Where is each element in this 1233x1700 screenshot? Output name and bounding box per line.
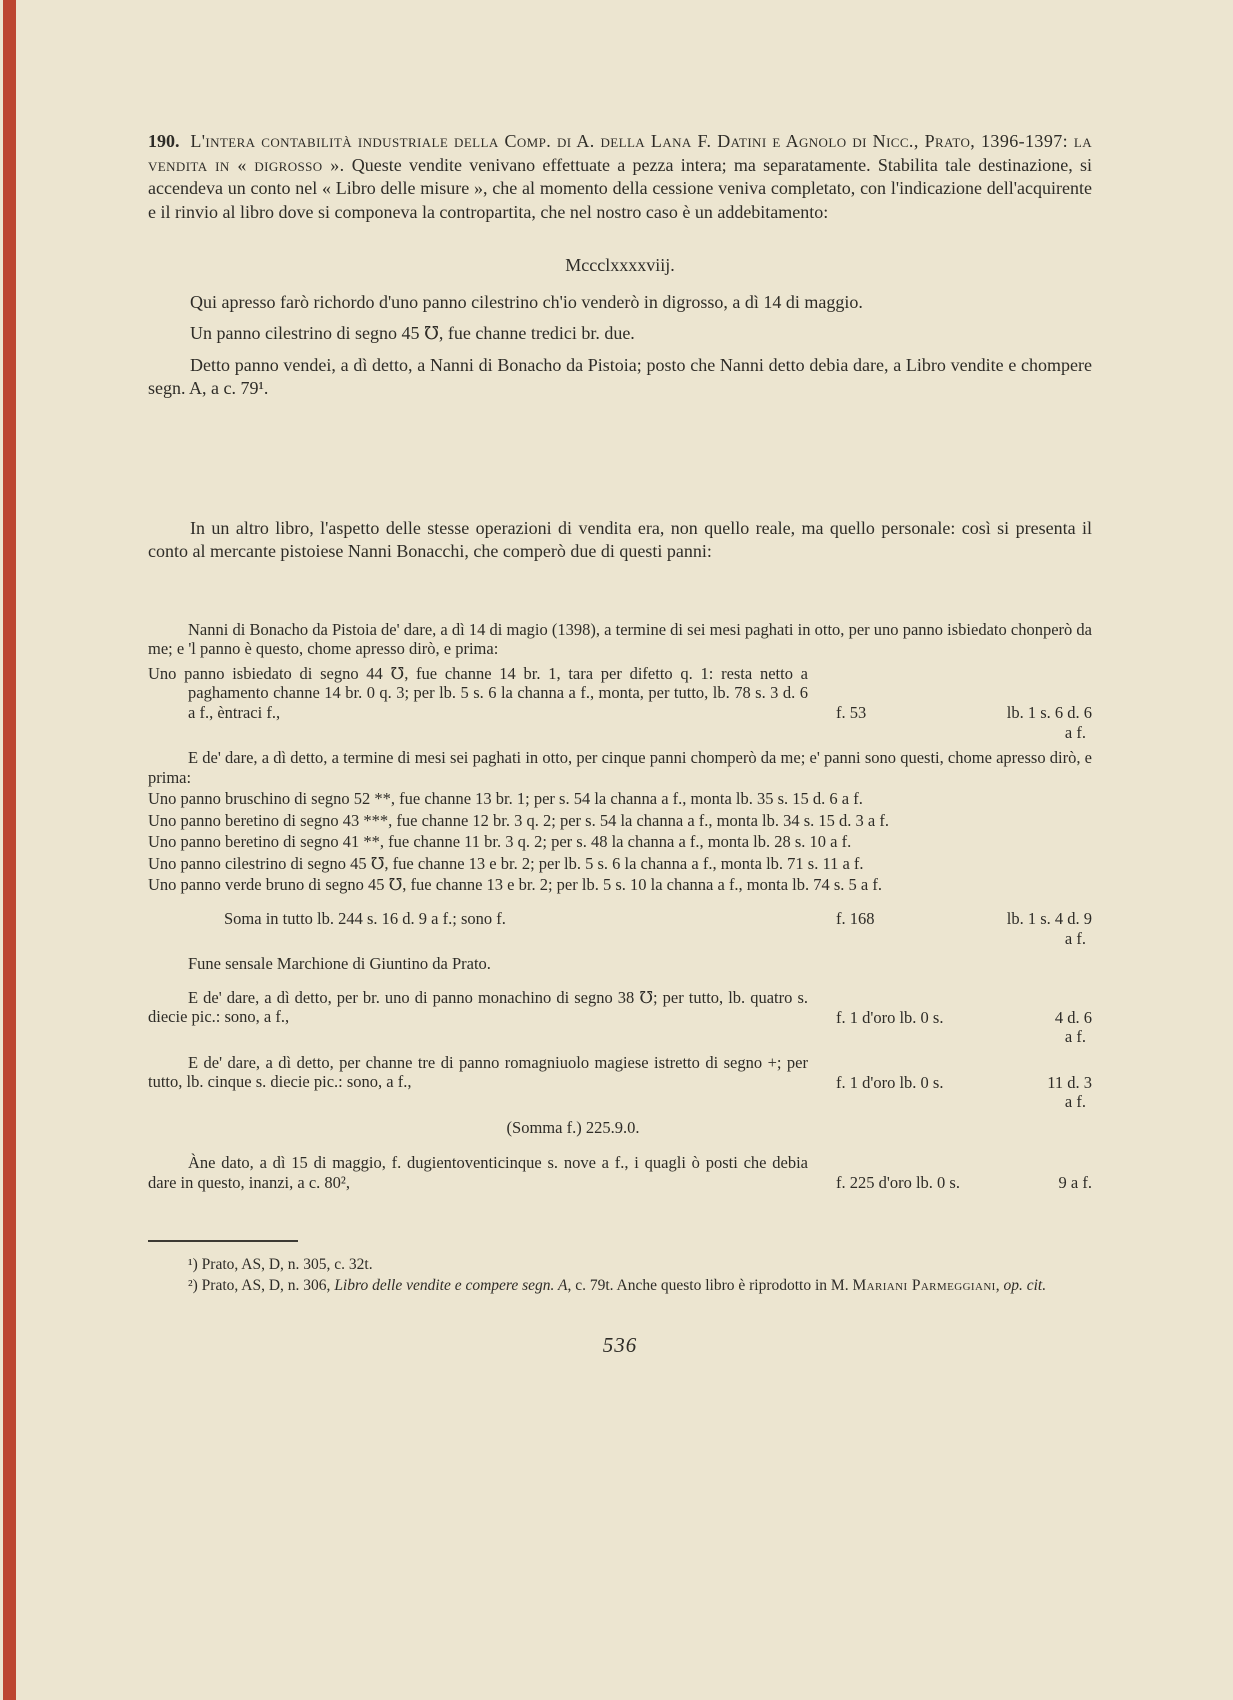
entry-number: 190. bbox=[148, 131, 180, 151]
amount-lire: lb. 1 s. 6 d. 6 bbox=[1006, 703, 1092, 722]
amount-tail: a f. bbox=[1064, 1027, 1086, 1046]
cloth-item-beretino-43: Uno panno beretino di segno 43 ***, fue channe 12 br. 3 q. 2; per s. 54 la channa a f., monta lb. 34 s. 15 d. 3 a f. bbox=[148, 810, 889, 830]
page-content bbox=[148, 130, 1092, 1358]
intro-heading: L'intera contabilità industriale della Comp. di A. della Lana F. Datini e Agnolo di Nicc., Prato, 1396-1397: la vendita in « digrosso ». bbox=[148, 131, 1092, 175]
amount-florins: f. 53 bbox=[836, 703, 867, 722]
footnote-2-author: Mariani Parmeggiani bbox=[852, 1277, 996, 1294]
entry-text: Uno panno isbiedato di segno 44 ℧, fue channe 14 br. 1, tara per difetto q. 1: resta netto a paghamento channe 14 br. 0 q. 3; per lb. 5 s. 6 la channa a f., monta, per tutto, lb. 78 s. 3 d. 6 a f., èntraci f., bbox=[148, 663, 808, 722]
entry-amount bbox=[836, 1173, 1092, 1193]
page-number: 536 bbox=[602, 1333, 638, 1357]
intro-paragraph bbox=[148, 130, 1092, 224]
amount-florins: f. 1 d'oro lb. 0 s. bbox=[836, 1072, 944, 1092]
amount-florins: f. 225 d'oro lb. 0 s. bbox=[836, 1172, 960, 1192]
soma-amount bbox=[836, 909, 1092, 948]
record-paragraph-3: Detto panno vendei, a dì detto, a Nanni di Bonacho da Pistoia; posto che Nanni detto debia dare, a Libro vendite e chompere segn. A, a c. 79¹. bbox=[148, 354, 1092, 398]
footnote-2 bbox=[148, 1275, 1092, 1296]
entry-isbiedato bbox=[148, 663, 1092, 742]
amount-tail: a f. bbox=[1064, 928, 1086, 948]
footnote-2-text: , bbox=[995, 1277, 1004, 1294]
somma-total-line: (Somma f.) 225.9.0. bbox=[506, 1117, 640, 1137]
bridge-paragraph: In un altro libro, l'aspetto delle stesse operazioni di vendita era, non quello reale, ma quello personale: così si presenta il conto al mercante pistoiese Nanni Bonacchi, che comperò due di questi panni: bbox=[148, 517, 1092, 561]
account-opening-paragraph: Nanni di Bonacho da Pistoia de' dare, a dì 14 di magio (1398), a termine di sei mesi paghati in otto, per uno panno isbiedato chonperò da me; e 'l panno è questo, chome apresso dirò, e prima: bbox=[148, 619, 1092, 658]
paragraph-five-panni: E de' dare, a dì detto, a termine di mesi sei paghati in otto, per cinque panni chomperò da me; e' panni sono questi, chome apresso dirò, e prima: bbox=[148, 748, 1092, 787]
amount-lire: lb. 1 s. 4 d. 9 bbox=[1006, 909, 1092, 928]
sensale-line: Fune sensale Marchione di Giuntino da Prato. bbox=[188, 954, 491, 973]
footnote-rule bbox=[148, 1240, 298, 1242]
entry-romagniuolo bbox=[148, 1052, 1092, 1111]
footnote-1: ¹) Prato, AS, D, n. 305, c. 32t. bbox=[188, 1256, 373, 1273]
amount-florins: f. 1 d'oro lb. 0 s. bbox=[836, 1007, 944, 1027]
cloth-item-verde-bruno: Uno panno verde bruno di segno 45 ℧, fue channe 13 e br. 2; per lb. 5 s. 10 la channa a f., monta lb. 74 s. 5 a f. bbox=[148, 875, 883, 894]
footnote-2-text: ²) Prato, AS, D, n. 306, bbox=[188, 1277, 335, 1294]
entry-text: E de' dare, a dì detto, per br. uno di panno monachino di segno 38 ℧; per tutto, lb. quatro s. diecie pic.: sono, a f., bbox=[148, 987, 808, 1026]
cloth-item-beretino-41: Uno panno beretino di segno 41 **, fue channe 11 br. 3 q. 2; per s. 48 la channa a f., monta lb. 28 s. 10 a f. bbox=[148, 832, 852, 851]
footnote-2-book-title: Libro delle vendite e compere segn. A bbox=[334, 1277, 568, 1294]
amount-tail: a f. bbox=[1064, 722, 1086, 742]
entry-monachino bbox=[148, 987, 1092, 1046]
entry-amount bbox=[836, 703, 1092, 742]
footnote-2-opcit: op. cit. bbox=[1003, 1277, 1047, 1294]
amount-lire: 11 d. 3 bbox=[1047, 1072, 1092, 1092]
entry-amount bbox=[836, 1073, 1092, 1112]
entry-text: Àne dato, a dì 15 di maggio, f. dugientoventicinque s. nove a f., i quagli ò posti che debia dare in questo, inanzi, a c. 80², bbox=[148, 1153, 808, 1192]
amount-florins: f. 168 bbox=[836, 909, 875, 928]
entry-text: E de' dare, a dì detto, per channe tre di panno romagniuolo magiese istretto di segno +; per tutto, lb. cinque s. diecie pic.: sono, a f., bbox=[148, 1052, 808, 1091]
amount-lire: 4 d. 6 bbox=[1054, 1007, 1092, 1027]
soma-text: Soma in tutto lb. 244 s. 16 d. 9 a f.; sono f. bbox=[224, 908, 506, 928]
record-heading: Mccclxxxxviij. bbox=[565, 255, 675, 275]
scan-edge-strip bbox=[3, 0, 16, 1700]
entry-ane-dato bbox=[148, 1153, 1092, 1192]
record-paragraph-2: Un panno cilestrino di segno 45 ℧, fue channe tredici br. due. bbox=[190, 323, 635, 343]
record-paragraph-1: Qui apresso farò richordo d'uno panno cilestrino ch'io venderò in digrosso, a dì 14 di maggio. bbox=[190, 291, 863, 312]
amount-tail: a f. bbox=[1064, 1092, 1086, 1111]
amount-lire: 9 a f. bbox=[1058, 1172, 1092, 1192]
soma-row bbox=[148, 908, 1092, 948]
footnote-2-text: , c. 79t. Anche questo libro è riprodotto in M. bbox=[567, 1277, 853, 1294]
intro-body: Queste vendite venivano effettuate a pezza intera; ma separatamente. Stabilita tale destinazione, si accendeva un conto nel « Libro delle misure », che al momento della cessione veniva completato, con l'indicazione dell'acquirente e il rinvio al libro dove si componeva la contropartita, che nel nostro caso è un addebitamento: bbox=[148, 154, 1092, 222]
cloth-item-cilestrino: Uno panno cilestrino di segno 45 ℧, fue channe 13 e br. 2; per lb. 5 s. 6 la channa a f., monta lb. 71 s. 11 a f. bbox=[148, 853, 864, 873]
cloth-item-bruschino: Uno panno bruschino di segno 52 **, fue channe 13 br. 1; per s. 54 la channa a f., monta lb. 35 s. 15 d. 6 a f. bbox=[148, 789, 863, 808]
account-section bbox=[148, 620, 1092, 1193]
entry-amount bbox=[836, 1008, 1092, 1047]
